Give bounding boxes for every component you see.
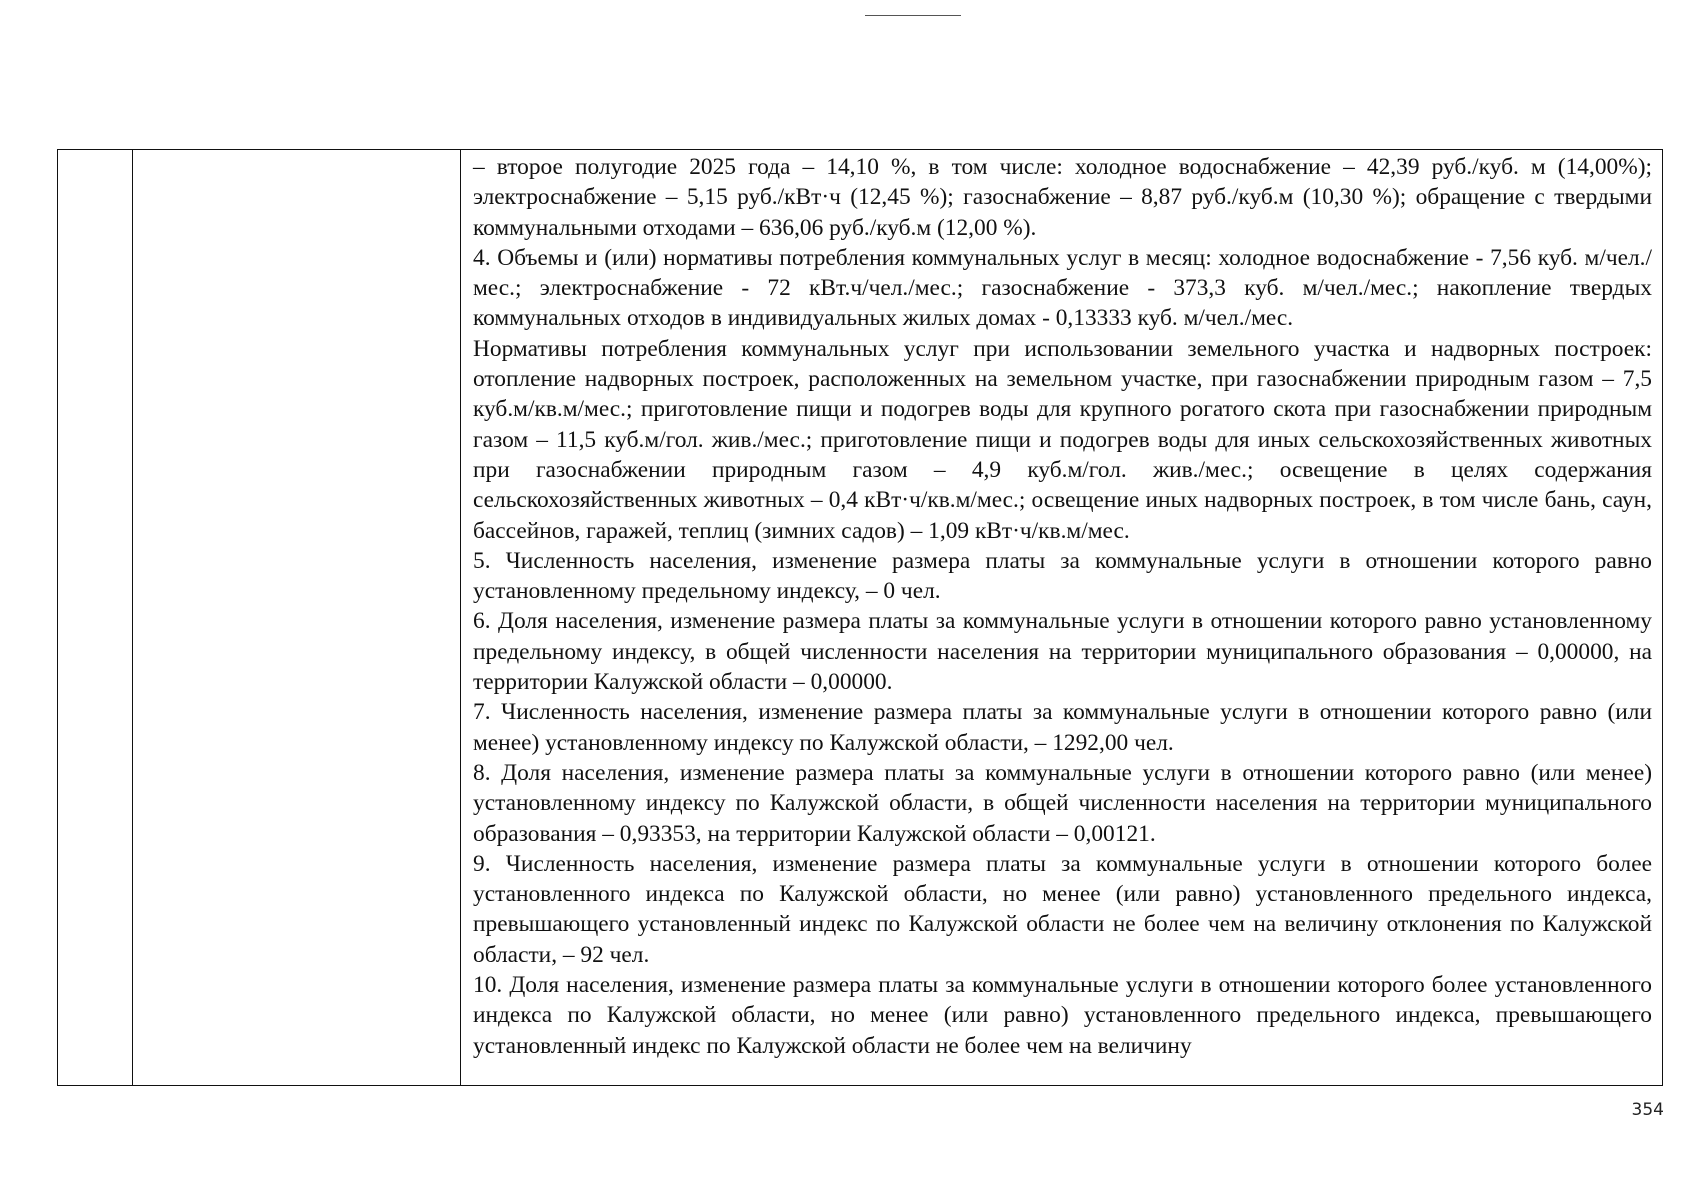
table-cell-name — [133, 150, 461, 1085]
paragraph-4-consumption-volumes: 4. Объемы и (или) нормативы потребления коммунальных услуг в месяц: холодное водоснабжение - 7,56 куб. м/чел./мес.; электроснабжение - 72 кВт.ч/чел./мес.; газоснабжение - 373,3 куб. м/чел./мес.; накопление твердых коммунальных отходов в индивидуальных жилых домах - 0,13333 куб. м/чел./мес. — [473, 244, 1652, 332]
table-cell-number — [58, 150, 133, 1085]
paragraph-10-population-share-above-index: 10. Доля населения, изменение размера платы за коммунальные услуги в отношении которого более установленного индекса по Калужской области, но менее (или равно) установленного предельного индекса, превышающего установленный индекс по Калужской области не более чем на величину — [473, 972, 1652, 1059]
page-number: 354 — [1631, 1100, 1664, 1120]
header-rule — [865, 15, 961, 16]
paragraph-9-population-above-index: 9. Численность населения, изменение размера платы за коммунальные услуги в отношении которого более установленного индекса по Калужской области, но менее (или равно) установленного предельного индекса, превышающего установленный индекс по Калужской области не более чем на величину отклонения по Калужской области, – 92 чел. — [473, 850, 1652, 968]
paragraph-consumption-norms-land-plot: Нормативы потребления коммунальных услуг при использовании земельного участка и надворных построек: отопление надворных построек, расположенных на земельном участке, при газоснабжении природным газом – 7,5 куб.м/кв.м/мес.; приготовление пищи и подогрев воды для крупного рогатого скота при газоснабжении природным газом – 11,5 куб.м/гол. жив./мес.; приготовление пищи и подогрев воды для иных сельскохозяйственных животных при газоснабжении природным газом – 4,9 куб.м/гол. жив./мес.; освещение в целях содержания сельскохозяйственных животных – 0,4 кВт·ч/кв.м/мес.; освещение иных надворных построек, в том числе бань, саун, бассейнов, гаражей, теплиц (зимних садов) – 1,09 кВт·ч/кв.м/мес. — [473, 335, 1652, 544]
table-cell-content — [461, 150, 1662, 1085]
document-table — [57, 149, 1663, 1086]
paragraph-5-population-limit-index: 5. Численность населения, изменение размера платы за коммунальные услуги в отношении которого равно установленному предельному индексу, – 0 чел. — [473, 547, 1652, 605]
paragraph-6-population-share-limit-index: 6. Доля населения, изменение размера платы за коммунальные услуги в отношении которого равно установленному предельному индексу, в общей численности населения на территории муниципального образования – 0,00000, на территории Калужской области – 0,00000. — [473, 608, 1652, 696]
paragraph-8-population-share-regional-index: 8. Доля населения, изменение размера платы за коммунальные услуги в отношении которого равно (или менее) установленному индексу по Калужской области, в общей численности населения на территории муниципального образования – 0,93353, на территории Калужской области – 0,00121. — [473, 759, 1652, 847]
paragraph-tariff-second-half: – второе полугодие 2025 года – 14,10 %, в том числе: холодное водоснабжение – 42,39 руб./куб. м (14,00%); электроснабжение – 5,15 руб./кВт·ч (12,45 %); газоснабжение – 8,87 руб./куб.м (10,30 %); обращение с твердыми коммунальными отходами – 636,06 руб./куб.м (12,00 %). — [473, 154, 1652, 241]
paragraph-7-population-regional-index: 7. Численность населения, изменение размера платы за коммунальные услуги в отношении которого равно (или менее) установленному индексу по Калужской области, – 1292,00 чел. — [473, 699, 1652, 756]
